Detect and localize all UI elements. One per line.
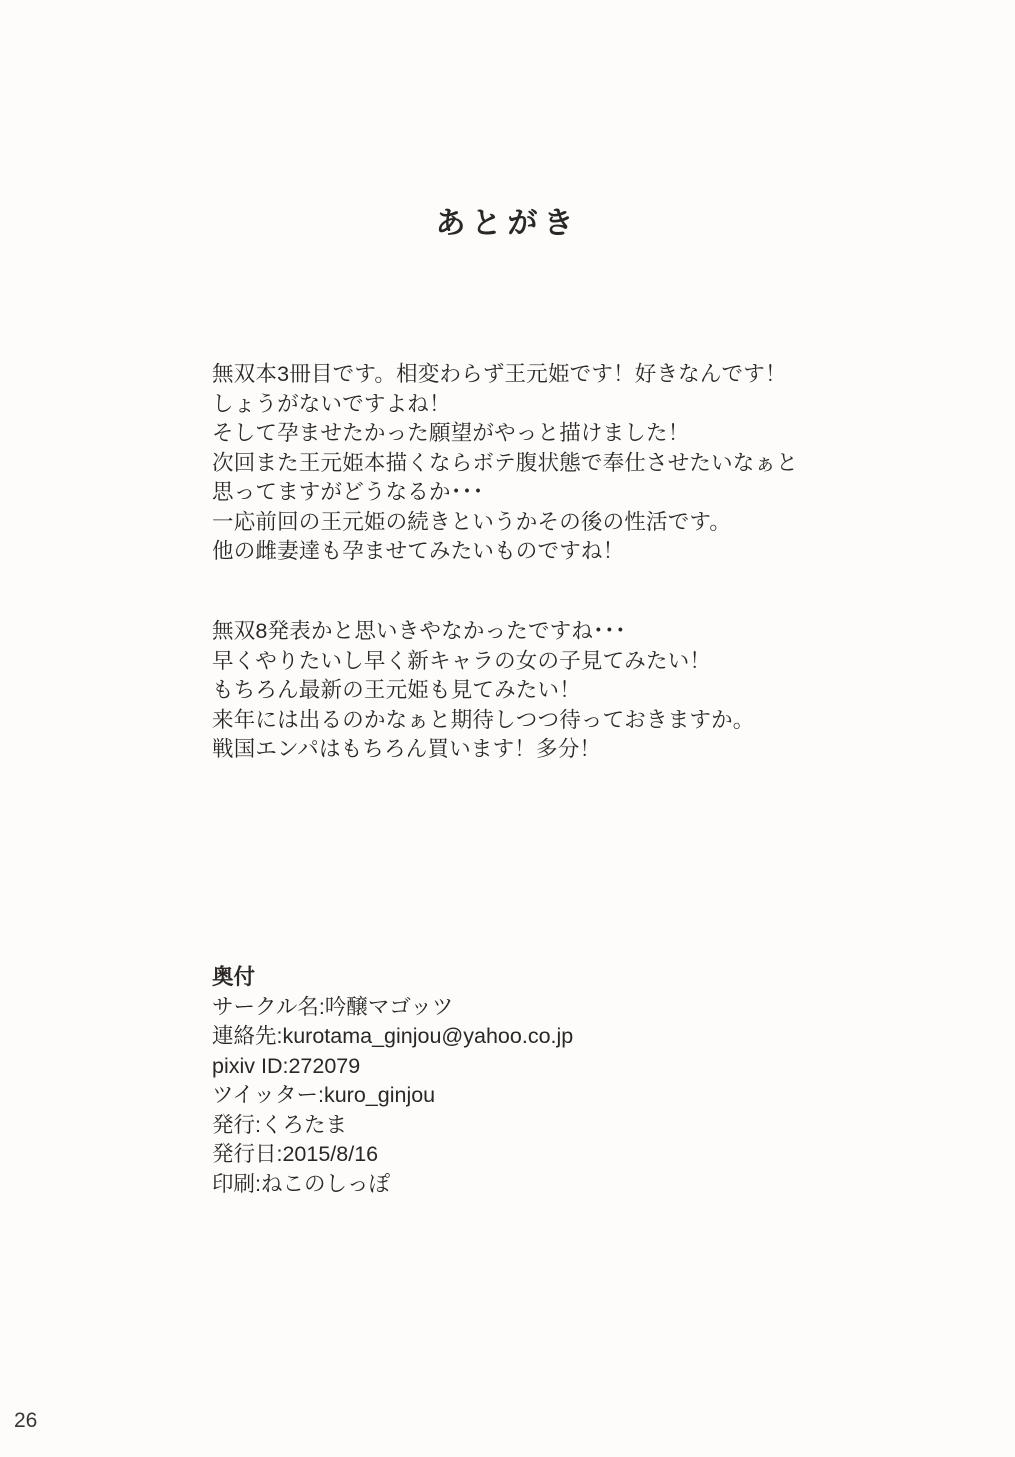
colophon-contact-email: 連絡先:kurotama_ginjou@yahoo.co.jp	[212, 1024, 574, 1048]
colophon-circle-name: サークル名:吟醸マゴッツ	[212, 994, 454, 1019]
afterword-line: 来年には出るのかなぁと期待しつつ待っておきますか。	[212, 707, 755, 732]
colophon-block	[212, 963, 912, 1199]
page-number: 26	[14, 1409, 38, 1432]
afterword-line: そして孕ませたかった願望がやっと描けました！	[212, 421, 690, 445]
afterword-line: 戦国エンパはもちろん買います！多分！	[212, 737, 602, 761]
afterword-paragraph-1	[212, 360, 912, 567]
afterword-line: 無双8発表かと思いきやなかったですね･･･	[212, 619, 626, 643]
afterword-line: 他の雌妻達も孕ませてみたいものですね！	[212, 539, 625, 563]
page-title: あとがき	[435, 207, 580, 240]
afterword-line: 早くやりたいし早く新キャラの女の子見てみたい！	[212, 648, 712, 673]
colophon-printer: 印刷:ねこのしっぽ	[212, 1171, 390, 1196]
afterword-line: 思ってますがどうなるか･･･	[212, 480, 484, 504]
afterword-line: もちろん最新の王元姫も見てみたい！	[212, 678, 581, 702]
afterword-line: 次回また王元姫本描くならボテ腹状態で奉仕させたいなぁと	[212, 450, 798, 475]
afterword-paragraph-2	[212, 617, 912, 765]
afterword-line: しょうがないですよね！	[212, 391, 451, 416]
afterword-line: 無双本3冊目です。相変わらず王元姫です！好きなんです！	[212, 362, 787, 386]
colophon-publish-date: 発行日:2015/8/16	[212, 1142, 379, 1166]
afterword-line: 一応前回の王元姫の続きというかその後の性活です。	[212, 509, 732, 534]
colophon-twitter-handle: ツイッター:kuro_ginjou	[212, 1083, 436, 1107]
colophon-heading: 奥付	[212, 965, 256, 989]
colophon-publisher: 発行:くろたま	[212, 1112, 347, 1137]
colophon-pixiv-id: pixiv ID:272079	[212, 1053, 361, 1078]
